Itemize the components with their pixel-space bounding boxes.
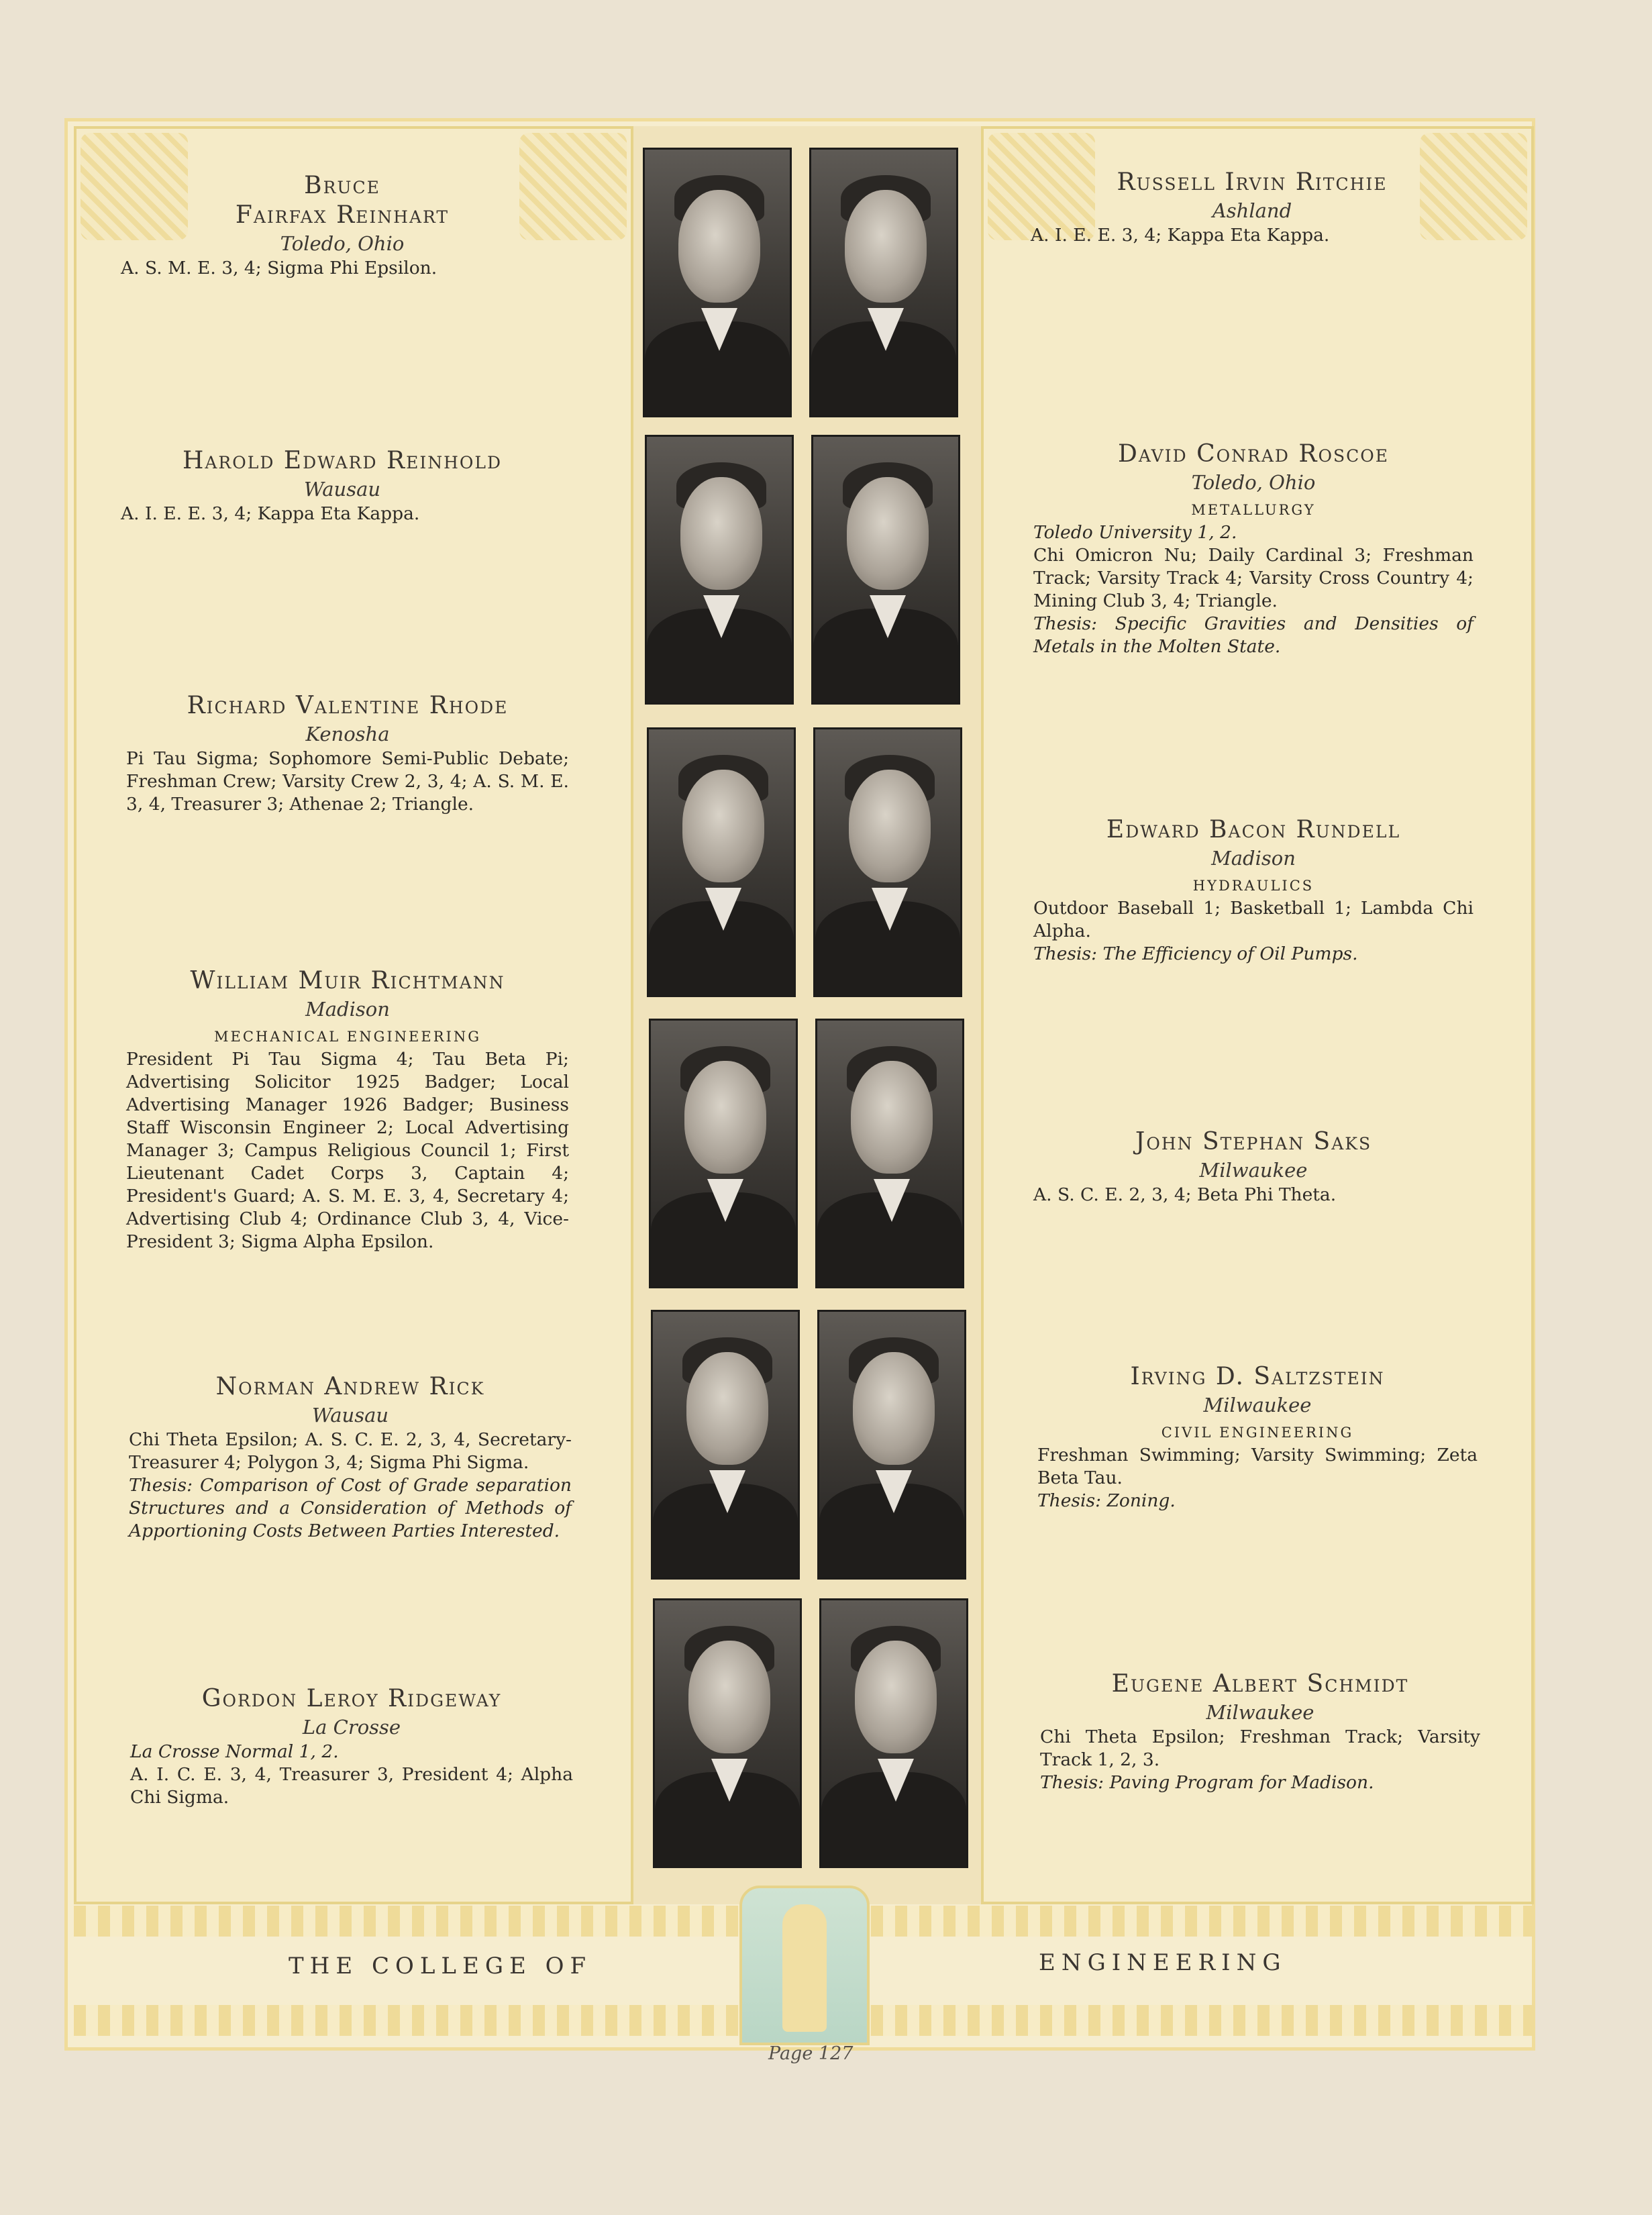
activities: President Pi Tau Sigma 4; Tau Beta Pi; Advertising Solicitor 1925 Badger; Local Advertising Manager 1926 Badger; Business Staff Wisconsin Engineer 2; Local Advertising Manager 3; Campus Religious Council 1; First Lieutenant Cadet Corps 3, Captain 4; President's Guard; A. S. M. E. 3, 4, Secretary 4; Advertising Club 4; Ordinance Club 3, 4, Vice-President 3; Sigma Alpha Epsilon. [126,1049,569,1252]
portrait-photo [819,1598,968,1868]
student-name: Fairfax Reinhart [235,201,450,229]
student-entry [121,446,564,525]
hometown: Toledo, Ohio [280,232,405,255]
activities: A. I. E. E. 3, 4; Kappa Eta Kappa. [121,503,420,524]
thesis: Thesis: Specific Gravities and Densities of Metals in the Molten State. [1033,613,1474,657]
activities: A. S. C. E. 2, 3, 4; Beta Phi Theta. [1033,1184,1337,1205]
student-name: Edward Bacon Rundell [1106,816,1401,843]
student-name: Eugene Albert Schmidt [1111,1670,1409,1698]
activities: Chi Theta Epsilon; A. S. C. E. 2, 3, 4, Secretary-Treasurer 4; Polygon 3, 4; Sigma Phi Sigma. [129,1429,572,1473]
activities: Outdoor Baseball 1; Basketball 1; Lambda Chi Alpha. [1033,898,1474,941]
hometown: Wausau [303,478,381,501]
student-name: Irving D. Saltzstein [1130,1363,1385,1390]
portrait-photo [649,1019,798,1288]
right-panel [981,126,1534,1904]
activities: Chi Theta Epsilon; Freshman Track; Varsity Track 1, 2, 3. [1040,1727,1480,1770]
portrait-photo [815,1019,964,1288]
department: CIVIL ENGINEERING [1161,1425,1354,1441]
thesis: Thesis: The Efficiency of Oil Pumps. [1033,943,1358,964]
footer-right-text: ENGINEERING [1039,1949,1287,1976]
portrait-photo [647,727,796,997]
department: HYDRAULICS [1192,878,1314,894]
statue-emblem-icon [739,1886,870,2045]
prior-school: Toledo University 1, 2. [1033,522,1237,543]
hometown: Kenosha [305,723,390,745]
portrait-photo [809,148,958,417]
hometown: Madison [305,998,390,1021]
portrait-photo [645,435,794,705]
portrait-photo [653,1598,802,1868]
student-name: John Stephan Saks [1135,1128,1372,1155]
student-name: Richard Valentine Rhode [187,692,509,719]
student-entry [1031,168,1474,247]
student-name: William Muir Richtmann [190,967,505,994]
student-entry [1033,815,1474,966]
activities: Chi Omicron Nu; Daily Cardinal 3; Freshman Track; Varsity Track 4; Varsity Cross Country 4; Mining Club 3, 4; Triangle. [1033,545,1474,611]
student-entry [130,1684,573,1809]
activities: A. I. C. E. 3, 4, Treasurer 3, President 4; Alpha Chi Sigma. [130,1764,573,1808]
page-number: Page 127 [768,2043,854,2064]
student-name: Gordon Leroy Ridgeway [201,1685,502,1712]
student-name: David Conrad Roscoe [1118,440,1389,468]
activities: Freshman Swimming; Varsity Swimming; Zeta Beta Tau. [1037,1445,1478,1488]
hometown: Milwaukee [1203,1394,1312,1416]
student-name: Harold Edward Reinhold [182,447,503,474]
hometown: Wausau [311,1404,389,1427]
portrait-photo [817,1310,966,1580]
student-entry [121,171,564,280]
hometown: Madison [1211,847,1296,870]
thesis: Thesis: Paving Program for Madison. [1040,1772,1374,1793]
prior-school: La Crosse Normal 1, 2. [130,1741,339,1762]
student-entry [129,1372,572,1543]
portrait-photo [811,435,960,705]
portrait-photo [813,727,962,997]
portrait-column [633,126,981,1904]
student-entry [126,966,569,1253]
student-entry [1040,1669,1480,1794]
department: MECHANICAL ENGINEERING [214,1029,481,1045]
activities: Pi Tau Sigma; Sophomore Semi-Public Debate; Freshman Crew; Varsity Crew 2, 3, 4; A. S. M. E. 3, 4, Treasurer 3; Athenae 2; Triangle. [126,748,569,815]
thesis: Thesis: Zoning. [1037,1490,1176,1511]
student-entry [1033,1127,1474,1206]
hometown: Milwaukee [1206,1701,1314,1724]
student-name: Bruce [304,172,380,199]
student-entry [1033,440,1474,658]
hometown: Toledo, Ohio [1191,471,1316,494]
thesis: Thesis: Comparison of Cost of Grade separation Structures and a Consideration of Methods of Apportioning Costs Between Parties Interested. [129,1475,572,1541]
portrait-photo [643,148,792,417]
portrait-photo [651,1310,800,1580]
student-name: Norman Andrew Rick [215,1373,485,1400]
footer-left-text: THE COLLEGE OF [289,1953,592,1979]
student-name: Russell Irvin Ritchie [1117,168,1388,196]
hometown: Milwaukee [1199,1159,1308,1182]
activities: A. I. E. E. 3, 4; Kappa Eta Kappa. [1031,225,1330,246]
student-entry [126,691,569,816]
hometown: La Crosse [302,1716,401,1739]
department: METALLURGY [1191,502,1316,518]
student-entry [1037,1362,1478,1512]
hometown: Ashland [1212,199,1292,222]
activities: A. S. M. E. 3, 4; Sigma Phi Epsilon. [121,258,437,278]
